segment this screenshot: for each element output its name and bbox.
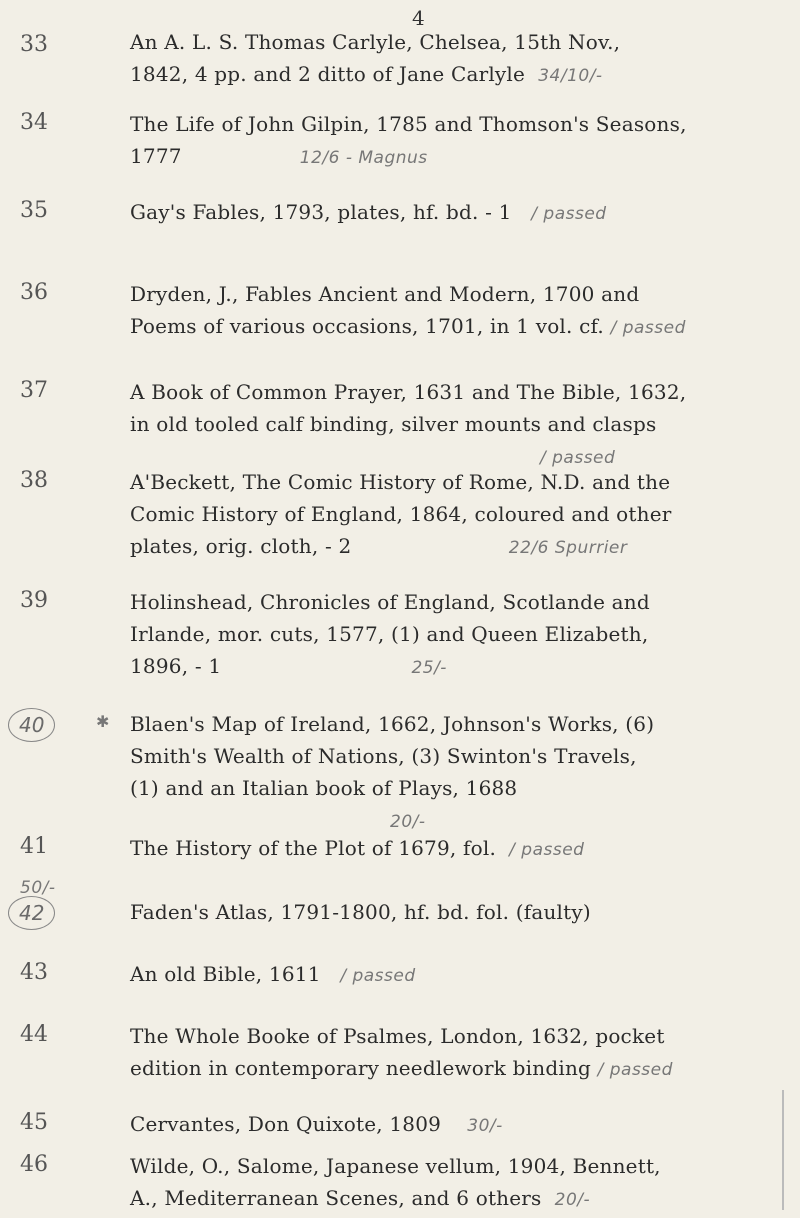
handwritten-note: 12/6 - Magnus [299,148,428,168]
lot-line-text: An old Bible, 1611 [130,962,321,986]
lot-number: 44 [20,1022,48,1047]
lot-line-text: The History of the Plot of 1679, fol. [130,836,497,860]
lot-number: 45 [20,1110,48,1135]
lot-line: (1) and an Italian book of Plays, 1688 [130,776,518,800]
lot-description [130,278,795,344]
lot-number: 33 [20,32,48,57]
lot-line-text: edition in contemporary needlework binding [130,1056,592,1080]
handwritten-note: / passed [340,966,416,986]
lot-line [130,1108,795,1142]
lot-line: Blaen's Map of Ireland, 1662, Johnson's Works, (6) [130,712,655,736]
lot-line [130,832,795,866]
lot-line: The Whole Booke of Psalmes, London, 1632, pocket [130,1024,665,1048]
lot-line [130,530,795,564]
handwritten-note: 20/- [554,1190,591,1210]
lot-number: 42 [8,896,55,930]
lot-number: 46 [20,1152,48,1177]
lot-description [130,466,795,564]
lot-number: 39 [20,588,48,613]
lot-line [130,140,795,174]
lot-line: A Book of Common Prayer, 1631 and The Bible, 1632, [130,380,687,404]
lot-description [130,896,795,928]
lot-number: 38 [20,468,48,493]
handwritten-note: 25/- [411,658,447,678]
lot-line-text: 1842, 4 pp. and 2 ditto of Jane Carlyle [130,62,526,86]
lot-description [130,1108,795,1142]
lot-line-text: plates, orig. cloth, - 2 [130,534,352,558]
asterisk-icon: ✱ [96,712,110,731]
lot-line-text: 1896, - 1 [130,654,222,678]
handwritten-note: 50/- [20,878,56,898]
lot-description [130,832,795,866]
lot-line-text: Cervantes, Don Quixote, 1809 [130,1112,442,1136]
lot-line [130,958,795,992]
lot-line-text: Gay's Fables, 1793, plates, hf. bd. - 1 [130,200,512,224]
lot-line: Smith's Wealth of Nations, (3) Swinton's Travels, [130,744,637,768]
lot-description [130,586,795,684]
lot-line: The Life of John Gilpin, 1785 and Thomson's Seasons, [130,112,687,136]
lot-line [130,1182,795,1216]
lot-line [130,650,795,684]
handwritten-note: / passed [540,448,616,468]
handwritten-note: 30/- [467,1116,503,1136]
lot-number: 36 [20,280,48,305]
lot-line [130,58,795,92]
lot-number: 41 [20,834,48,859]
page-number: 4 [412,6,425,30]
lot-description [130,708,795,838]
handwritten-note: 20/- [390,812,426,832]
lot-line-text: 1777 [130,144,182,168]
lot-line: An A. L. S. Thomas Carlyle, Chelsea, 15th Nov., [130,30,621,54]
lot-description [130,196,795,230]
lot-description [130,1020,795,1086]
lot-description [130,108,795,174]
lot-number: 35 [20,198,48,223]
lot-line: Irlande, mor. cuts, 1577, (1) and Queen Elizabeth, [130,622,649,646]
lot-number: 37 [20,378,48,403]
lot-line: Holinshead, Chronicles of England, Scotlande and [130,590,650,614]
lot-line-text: A., Mediterranean Scenes, and 6 others [130,1186,542,1210]
handwritten-note: / passed [509,840,585,860]
lot-description [130,1150,795,1216]
lot-line-text: Poems of various occasions, 1701, in 1 vol. cf. [130,314,604,338]
handwritten-note: / passed [597,1060,673,1080]
handwritten-note: / passed [531,204,607,224]
handwritten-note: 34/10/- [538,66,603,86]
lot-line: Faden's Atlas, 1791-1800, hf. bd. fol. (faulty) [130,900,591,924]
lot-line: Comic History of England, 1864, coloured and other [130,502,672,526]
lot-line [130,310,795,344]
lot-number: 43 [20,960,48,985]
lot-description [130,26,795,92]
lot-line: A'Beckett, The Comic History of Rome, N.D. and the [130,470,671,494]
lot-line: Wilde, O., Salome, Japanese vellum, 1904, Bennett, [130,1154,661,1178]
circled-lot-number [8,896,55,930]
lot-line [130,196,795,230]
lot-line [130,1052,795,1086]
lot-description [130,376,795,474]
lot-line: in old tooled calf binding, silver mounts and clasps [130,412,657,436]
lot-line: Dryden, J., Fables Ancient and Modern, 1700 and [130,282,640,306]
lot-number: 40 [8,708,55,742]
handwritten-note: 22/6 Spurrier [508,538,628,558]
handwritten-note: / passed [610,318,686,338]
lot-number: 34 [20,110,48,135]
margin-pencil-stroke [782,1090,784,1210]
lot-description [130,958,795,992]
circled-lot-number [8,708,55,742]
